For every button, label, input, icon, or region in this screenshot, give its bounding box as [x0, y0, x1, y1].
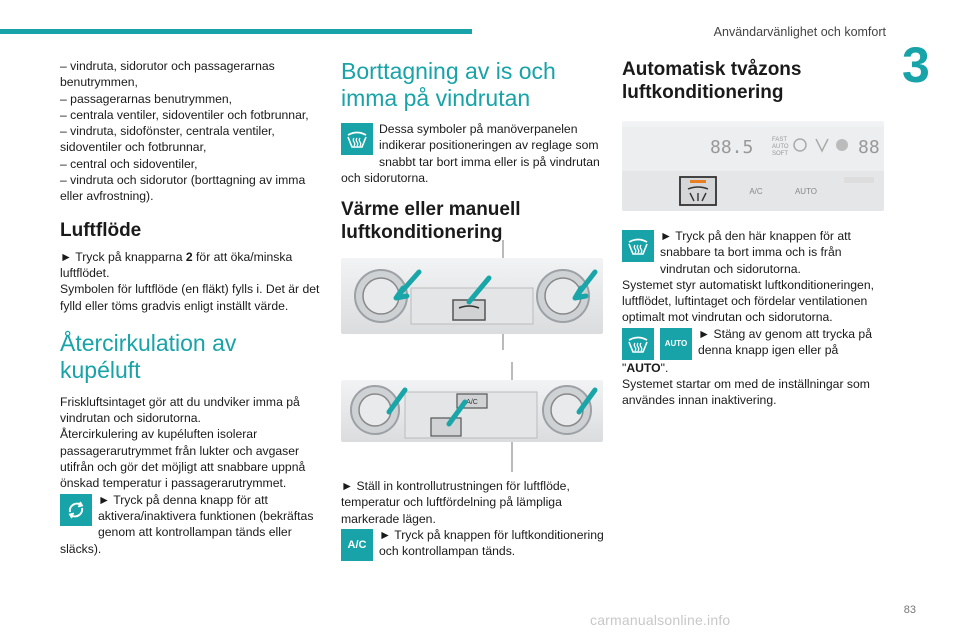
recirculation-text-2: Återcirkulering av kupéluften isolerar passagerarutrymmet från lukter och avgaser utifrån och gör det möjligt att snabbare uppnå önskad temperatur i passagerarutrymmet.: [60, 427, 306, 491]
display-left-temp: 88.5: [710, 137, 754, 158]
recirculation-text-1: Friskluftsintaget gör att du undviker imma på vindrutan och sidorutorna.: [60, 394, 300, 426]
recirculation-icon: [60, 494, 92, 526]
luftflode-instruction: [60, 249, 322, 282]
display-right-temp: 88: [858, 137, 880, 158]
watermark: carmanualsonline.info: [590, 612, 731, 628]
ac-step: [341, 527, 605, 560]
column-1: [60, 58, 322, 557]
text: ► Tryck på knapparna: [60, 249, 186, 264]
column-3: [622, 58, 884, 104]
ac-icon-label: A/C: [347, 538, 367, 551]
auto-ac-heading: Automatisk tvåzons luftkonditionering: [622, 59, 802, 103]
recirculation-heading: Återcirkulation av kupéluft: [60, 329, 237, 383]
defrost-intro: [341, 121, 605, 186]
list-item: – central och sidoventiler,: [60, 156, 198, 171]
auto-button-icon: [660, 328, 692, 360]
list-item: – vindruta, sidorutor och passagerarnas benutrymmen,: [60, 59, 275, 90]
section-header: Användarvänlighet och komfort: [713, 25, 886, 39]
ac-button-icon: [341, 529, 373, 561]
manual-ac-heading: Värme eller manuell luftkonditionering: [341, 199, 521, 244]
defrost-step: [622, 228, 884, 277]
off-step-text: ► Stäng av genom att trycka på denna knapp igen eller på: [698, 326, 872, 358]
recirculation-action: [60, 492, 322, 557]
defrost-intro-text: Dessa symboler på manöverpanelen indikerar positioneringen av reglage som snabbt tar bort imma eller is på vindrutan och sidorutorna.: [341, 122, 600, 185]
list-item: – centrala ventiler, sidoventiler och fotbrunnar,: [60, 107, 309, 122]
column-2: [341, 58, 605, 244]
display-fast: FAST: [772, 137, 788, 143]
auto-label: AUTO: [626, 360, 661, 375]
header-accent-bar: [0, 29, 472, 34]
display-auto: AUTO: [772, 144, 789, 150]
panel-ac-label: A/C: [749, 187, 763, 196]
windscreen-defrost-icon: [341, 123, 373, 155]
auto-reference: [622, 360, 884, 376]
recirculation-action-text: ► Tryck på denna knapp för att aktivera/inaktivera funktionen (bekräftas genom att kontrollampan tänds eller släcks).: [60, 492, 314, 556]
list-item: – passagerarnas benutrymmen,: [60, 91, 233, 106]
defrost-heading: Borttagning av is och imma på vindrutan: [341, 58, 556, 111]
restart-text: Systemet startar om med de inställningar som användes innan inaktivering.: [622, 377, 870, 408]
auto-ac-panel-illustration: [622, 121, 884, 211]
column-3-body: [622, 228, 884, 409]
text: ".: [660, 360, 669, 375]
button-number: 2: [185, 249, 193, 264]
step-2-text: ► Tryck på knappen för luftkonditionering och kontrollampan tänds.: [379, 527, 604, 559]
page-number: 83: [903, 604, 916, 616]
ac-panel-label: A/C: [466, 399, 478, 406]
text: ": [622, 360, 627, 375]
system-description: Systemet styr automatiskt luftkonditioneringen, luftflödet, luftintaget och fördelar ventilationen optimalt mot vindrutan och sidorutorna.: [622, 277, 874, 325]
list-item: – vindruta och sidorutor (borttagning av imma eller avfrostning).: [60, 173, 306, 204]
list-item: – vindruta, sidofönster, centrala ventiler, sidoventiler och fotbrunnar,: [60, 124, 275, 155]
control-panel-illustration-1: [341, 258, 603, 334]
column-2-steps: [341, 478, 605, 561]
windscreen-defrost-icon: [622, 230, 654, 262]
text: för att öka/minska luftflödet.: [60, 249, 293, 280]
panel-auto-label: AUTO: [794, 187, 818, 196]
off-step: [622, 326, 884, 359]
step-1-text: ► Ställ in kontrollutrustningen för luftflöde, temperatur och luftfördelning på lämpliga markerade lägen.: [341, 479, 570, 526]
display-soft: SOFT: [772, 151, 788, 157]
luftflode-text: Symbolen för luftflöde (en fläkt) fylls i. Det är det fylld eller töms gradvis enligt inställt värde.: [60, 282, 320, 313]
control-panel-illustration-2: [341, 380, 603, 442]
luftflode-heading: Luftflöde: [60, 219, 142, 241]
auto-icon-label: AUTO: [664, 338, 688, 348]
defrost-step-text: ► Tryck på den här knappen för att snabbare ta bort imma och is från vindrutan och sidorutorna.: [660, 229, 851, 276]
windscreen-defrost-icon: [622, 328, 654, 360]
chapter-number: 3: [902, 37, 930, 93]
